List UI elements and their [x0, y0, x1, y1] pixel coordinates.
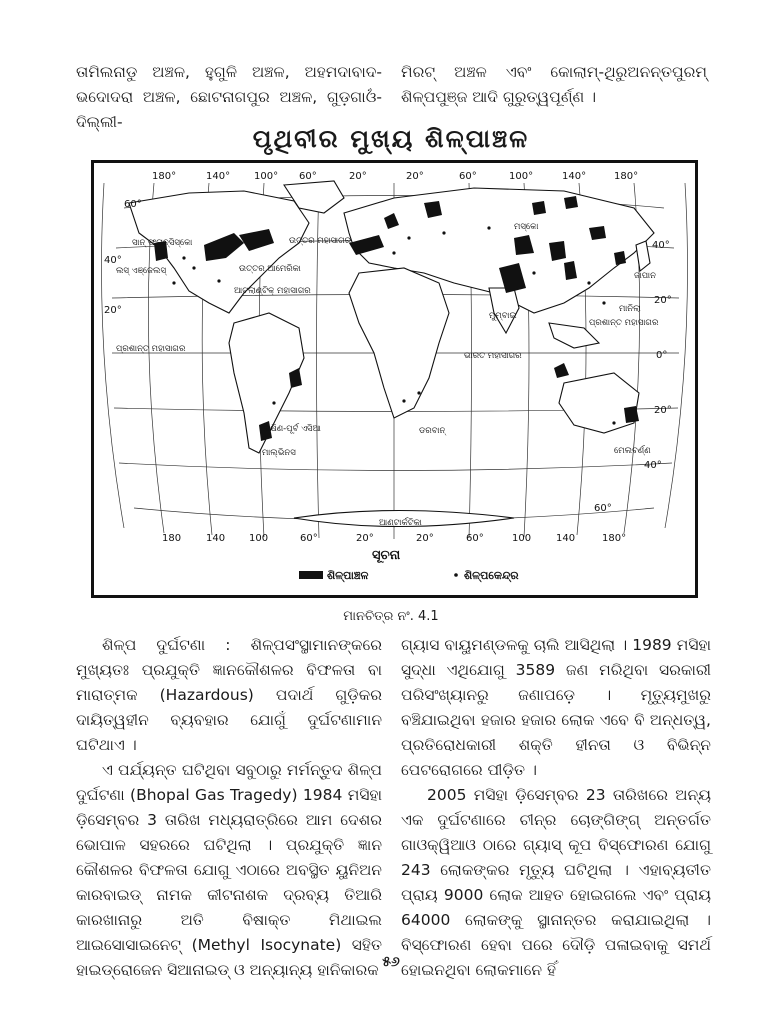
left-lat-tick: 60° — [124, 199, 142, 210]
bottom-tick: 60° — [466, 533, 484, 544]
right-lat-tick: 20° — [654, 405, 672, 416]
top-tick: 60° — [299, 171, 317, 182]
manila-label: ମାନିଲା — [619, 304, 641, 314]
top-longitude-ticks — [152, 171, 638, 182]
bottom-tick: 180° — [602, 533, 627, 544]
left-lat-tick: 20° — [104, 305, 122, 316]
atlantic-ocean-label: ଆଟଲାଣ୍ଟିକ୍ ମହାସାଗର — [234, 286, 311, 296]
legend-dot-label: ଶିଳ୍ପକେନ୍ଦ୍ର — [464, 569, 519, 582]
body-right-column — [401, 633, 711, 983]
top-right-text — [401, 60, 707, 110]
top-tick: 180° — [152, 171, 177, 182]
top-tick: 140° — [206, 171, 231, 182]
africa-outline — [349, 268, 449, 418]
right-lat-tick: 0° — [656, 350, 668, 361]
right-lat-tick: 40° — [652, 240, 670, 251]
south-america-city-label: ମାଲ୍‌ଭିନସ — [262, 448, 296, 458]
page-number: ୫୬ — [382, 954, 400, 970]
world-industrial-regions-map — [91, 160, 698, 598]
body-paragraph: ଏ ପର୍ଯ୍ୟନ୍ତ ଘଟିଥିବା ସବୁଠାରୁ ମର୍ମନ୍ତୁଦ ଶିଳ୍ପ ଦୁର୍ଘଟଣା (Bhopal Gas Tragedy) 1984 ମସିହା ଡ଼ିସେମ୍ବର 3 ତାରିଖ ମଧ୍ୟରାତ୍ରିରେ ଆମ ଦେଶର ଭୋପାଳ ସହରରେ ଘଟିଥିଲା । ପ୍ରଯୁକ୍ତି ଜ୍ଞାନ କୌଶଳର ବିଫଳତା ଯୋଗୁ ଏଠାରେ ଅବସ୍ଥିତ ୟୁନିଅନ କାରବାଇଡ୍ ନାମକ କୀଟନାଶକ ଦ୍ରବ୍ୟ ତିଆରି କାରଖାନାରୁ ଅତି ବିଷାକ୍ତ ମିଥାଇଲ ଆଇସୋସାଇନେଟ୍ (Methyl Isocynate) ସହିତ ହାଇଡ୍ରୋଜେନ ସିଆନାଇଡ୍ ଓ ଅନ୍ୟାନ୍ୟ ହାନିକାରକ — [76, 761, 382, 979]
legend-dot — [454, 573, 458, 577]
japan-label: ଜାପାନ — [634, 271, 656, 281]
bottom-tick: 20° — [416, 533, 434, 544]
body-paragraph: 2005 ମସିହା ଡ଼ିସେମ୍ବର 23 ତାରିଖରେ ଅନ୍ୟ ଏକ ଦୁର୍ଘଟଣାରେ ଚୀନ୍‌ର ଚୋଙ୍ଗିଙ୍ଗ୍ ଅନ୍ତର୍ଗତ ଗାଓକ୍ୱିଆଓ ଠାରେ ଗ୍ୟାସ୍ କୂପ ବିସ୍ଫୋରଣ ଯୋଗୁ 243 ଲୋକଙ୍କର ମୃତ୍ୟୁ ଘଟିଥିଲା । ଏହାବ୍ୟତୀତ ପ୍ରାୟ 9000 ଲୋକ ଆହତ ହୋଇଗଲେ ଏବଂ ପ୍ରାୟ 64000 ଲୋକଙ୍କୁ ସ୍ଥାନାନ୍ତର କରାଯାଇଥିଲା । ବିସ୍ଫୋରଣ ହେବା ପରେ ଦୌଡ଼ି ପଳାଇବାକୁ ସମର୍ଥ ହୋଇନଥିବା ଲୋକମାନେ ହିଁ — [401, 786, 711, 979]
map-svg — [94, 163, 695, 595]
los-angeles-label: ଲସ୍ ଏଞ୍ଜେଲସ୍ — [116, 266, 166, 276]
japan-outline — [636, 241, 650, 271]
body-paragraph: ଶିଳ୍ପ ଦୁର୍ଘଟଣା : ଶିଳ୍ପସଂସ୍ଥାମାନଙ୍କରେ ମୁଖ୍ୟତଃ ପ୍ରଯୁକ୍ତି ଜ୍ଞାନକୌଶଳର ବିଫଳତା ବା ମାରାତ୍ମକ (Hazardous) ପଦାର୍ଥ ଗୁଡ଼ିକର ଦାୟିତ୍ୱହୀନ ବ୍ୟବହାର ଯୋଗୁଁ ଦୁର୍ଘଟଣାମାନ ଘଟିଥାଏ । — [76, 636, 382, 754]
body-paragraph: ଗ୍ୟାସ ବାୟୁମଣ୍ଡଳକୁ ଚାଲି ଆସିଥିଲା । 1989 ମସିହା ସୁଦ୍ଧା ଏଥିଯୋଗୁ 3589 ଜଣ ମରିଥିବା ସରକାରୀ ପରିସଂଖ୍ୟାନରୁ ଜଣାପଡ଼େ । ମୃତ୍ୟୁମୁଖରୁ ବଞ୍ଚିଯାଇଥିବା ହଜାର ହଜାର ଲୋକ ଏବେ ବି ଅନ୍ଧତ୍ୱ, ପ୍ରତିରୋଧକାରୀ ଶକ୍ତି ହୀନତା ଓ ବିଭିନ୍ନ ପେଟରୋଗରେ ପୀଡ଼ିତ । — [401, 636, 711, 779]
right-lat-tick: 20° — [654, 295, 672, 306]
map-caption: ମାନଚିତ୍ର ନଂ. 4.1 — [343, 609, 439, 624]
top-tick: 100° — [254, 171, 279, 182]
right-lat-tick: 60° — [594, 503, 612, 514]
top-tick: 140° — [562, 171, 587, 182]
map-legend — [299, 548, 519, 583]
arctic-ocean-label: ଉତ୍ତର ମହାସାଗର — [289, 236, 352, 246]
pacific-ocean-east-label: ପ୍ରଶାନ୍ତ ମହାସାଗର — [589, 318, 659, 328]
bottom-tick: 100 — [249, 533, 269, 544]
bottom-tick: 20° — [356, 533, 374, 544]
top-tick: 100° — [509, 171, 534, 182]
bottom-tick: 140 — [556, 533, 576, 544]
moscow-label: ମସ୍କୋ — [514, 222, 539, 232]
north-america-label: ଉତ୍ତର ଆମେରିକା — [239, 264, 301, 274]
south-atlantic-label: ଦକ୍ଷିଣ-ପୂର୍ବ ଏସିଆ — [264, 424, 321, 434]
san-francisco-label: ସାନ୍ ଫ୍ରାନ୍ସିସ୍କୋ — [132, 238, 193, 248]
left-lat-tick: 40° — [104, 255, 122, 266]
map-title: ପୃଥିବୀର ମୁଖ୍ୟ ଶିଳ୍ପାଞ୍ଚଳ — [252, 124, 530, 153]
top-right-paragraph: ମିରଟ୍ ଅଞ୍ଚଳ ଏବଂ କୋଲାମ୍-ଥିରୁଅନନ୍ତପୁରମ୍ ଶିଳ୍ପପୁଞ୍ଜ ଆଦି ଗୁରୁତ୍ୱପୂର୍ଣ୍ଣ । — [401, 63, 707, 106]
top-tick: 20° — [349, 171, 367, 182]
australia-outline — [559, 373, 639, 433]
bottom-tick: 140 — [206, 533, 226, 544]
top-tick: 60° — [459, 171, 477, 182]
legend-swatch-label: ଶିଳ୍ପାଞ୍ଚଳ — [327, 569, 369, 582]
indian-ocean-label: ଭାରତ ମହାସାଗର — [464, 351, 522, 361]
pacific-ocean-west-label: ପ୍ରଶାନ୍ତ ମହାସାଗର — [116, 344, 186, 354]
bottom-tick: 180 — [162, 533, 182, 544]
legend-title: ସୂଚନା — [372, 548, 401, 563]
bottom-tick: 60° — [300, 533, 318, 544]
top-left-paragraph: ତାମିଲନାଡୁ ଅଞ୍ଚଳ, ହୁଗୁଳି ଅଞ୍ଚଳ, ଅହମଦାବାଦ-ଭଦୋଦରା ଅଞ୍ଚଳ, ଛୋଟନାଗପୁର ଅଞ୍ଚଳ, ଗୁଡ଼ଗାଓଁ-ଦିଲ୍ଲୀ- — [76, 63, 382, 131]
antarctica-label: ଆଣ୍ଟାର୍କଟିକା — [379, 518, 422, 528]
top-tick: 180° — [614, 171, 639, 182]
melbourne-label: ମେଲବର୍ଣ୍ଣ — [614, 446, 651, 456]
top-tick: 20° — [406, 171, 424, 182]
durban-label: ଡରବାନ୍ — [419, 426, 446, 436]
mumbai-label: ମୁମ୍ବାଇ — [489, 311, 517, 321]
right-lat-tick: 40° — [644, 460, 662, 471]
legend-swatch — [299, 571, 323, 579]
bottom-tick: 100 — [512, 533, 532, 544]
body-left-column — [76, 633, 382, 983]
continents — [129, 181, 654, 527]
